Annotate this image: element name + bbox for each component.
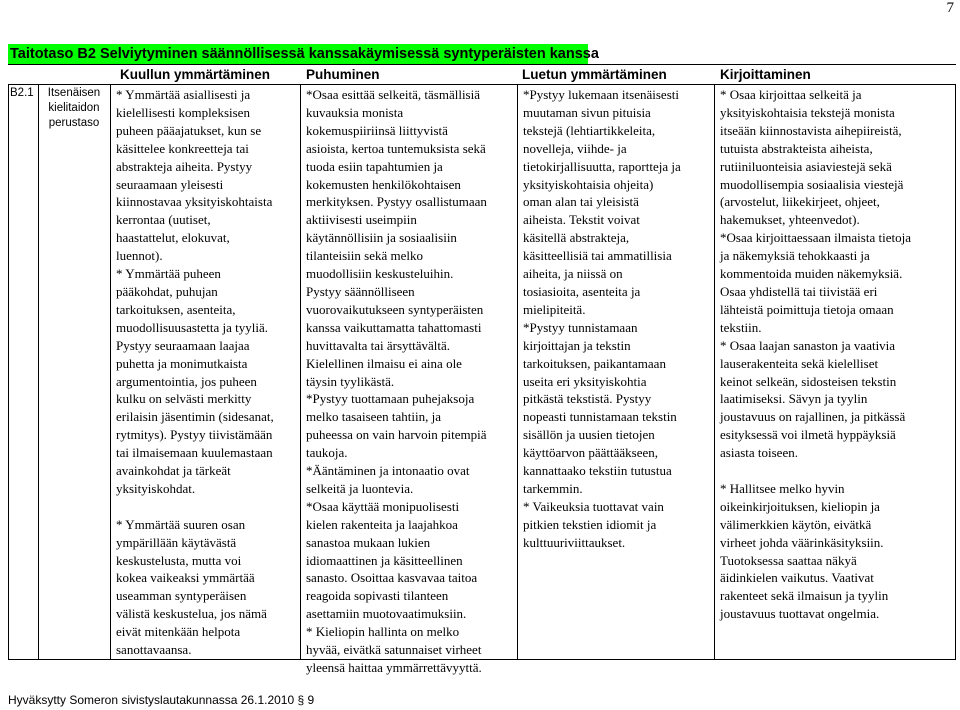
page-number: 7 xyxy=(946,0,954,16)
col-divider-5 xyxy=(714,84,715,659)
listening-cell: * Ymmärtää asiallisesti ja kielellisesti kompleksisen puheen pääajatukset, kun se käsittelee konkreetteja tai abstrakteja aiheita. Pystyy seuraamaan yleisesti kiinnostavaa yksityiskohtaista kerrontaa (uutiset, haastattelut, elokuvat, luennot). * Ymmärtää puheen pääkohdat, puhujan tarkoituksen, asenteita, muodollisuusastetta ja tyyliä. Pystyy seuraamaan laajaa puhetta ja monimutkaista argumentointia, jos puheen kulku on selvästi merkitty erilaisin jäsentimin (sidesanat, rytmitys). Pystyy tiivistämään tai ilmaisemaan kuulemastaan avainkohdat ja tärkeät yksityiskohdat. * Ymmärtää suuren osan ympärillään käytävästä keskustelusta, mutta voi kokea vaikeaksi ymmärtää useamman syntyperäisen välistä keskustelua, jos nämä eivät mitenkään helpota sanottavaansa. xyxy=(116,87,274,658)
col-divider-3 xyxy=(300,84,301,659)
level-code: B2.1 xyxy=(10,87,34,99)
header-speaking: Puhuminen xyxy=(306,67,380,82)
col-divider-2 xyxy=(110,84,111,659)
writing-cell: * Osaa kirjoittaa selkeitä ja yksityiskohtaisia tekstejä monista itseään kiinnostavista aihepiireistä, tutuista abstrakteista aiheista, rutiiniluonteisia asiaviestejä sekä muodollisempia sosiaalisia viestejä (arvostelut, liikekirjeet, ohjeet, hakemukset, yhteenvedot). *Osaa kirjoittaessaan ilmaista tietoja ja näkemyksiä tehokkaasti ja kommentoida muiden näkemyksiä. Osaa yhdistellä tai tiivistää eri lähteistä poimittuja tietoja omaan tekstiin. * Osaa laajan sanaston ja vaativia lauserakenteita sekä kielelliset keinot selkeän, sidosteisen tekstin laatimiseksi. Sävyn ja tyylin joustavuus on rajallinen, ja pitkässä esityksessä voi ilmetä hyppäyksiä asiasta toiseen. * Hallitsee melko hyvin oikeinkirjoituksen, kieliopin ja välimerkkien käytön, eivätkä virheet johda väärinkäsityksiin. Tuotoksessa saattaa näkyä äidinkielen vaikutus. Vaativat rakenteet sekä ilmaisun ja tyylin joustavuus tuottavat ongelmia. xyxy=(720,87,911,622)
table-bottom-rule xyxy=(8,659,956,660)
level-label: Itsenäisen kielitaidon perustaso xyxy=(47,87,101,129)
table-left-border xyxy=(8,84,9,659)
speaking-cell: *Osaa esittää selkeitä, täsmällisiä kuvauksia monista kokemuspiiriinsä liittyvistä asioista, kertoa tuntemuksista sekä tuoda esiin tapahtumien ja kokemusten henkilökohtaisen merkityksen. Pystyy osallistumaan aktiivisesti useimpiin käytännöllisiin ja sosiaalisiin tilanteisiin sekä melko muodollisiin keskusteluihin. Pystyy säännölliseen vuorovaikutukseen syntyperäisten kanssa vaikuttamatta tahattomasti huvittavalta tai ärsyttävältä. Kielellinen ilmaisu ei aina ole täysin tyylikästä. *Pystyy tuottamaan puhejaksoja melko tasaiseen tahtiin, ja puheessa on vain harvoin pitempiä taukoja. *Ääntäminen ja intonaatio ovat selkeitä ja luontevia. *Osaa käyttää monipuolisesti kielen rakenteita ja laajahkoa sanastoa mukaan lukien idiomaattinen ja käsitteellinen sanasto. Osoittaa kasvavaa taitoa reagoida sopivasti tilanteen asettamiin muotovaatimuksiin. * Kieliopin hallinta on melko hyvää, eivätkä satunnaiset virheet yleensä haittaa ymmärrettävyyttä. xyxy=(306,87,487,675)
col-divider-4 xyxy=(517,84,518,659)
header-bottom-rule xyxy=(8,84,956,85)
footer-note: Hyväksytty Someron sivistyslautakunnassa 26.1.2010 § 9 xyxy=(8,693,315,707)
col-divider-1 xyxy=(38,84,39,659)
header-reading: Luetun ymmärtäminen xyxy=(522,67,667,82)
reading-cell: *Pystyy lukemaan itsenäisesti muutaman sivun pituisia tekstejä (lehtiartikkeleita, novelleja, viihde- ja tietokirjallisuutta, raportteja ja yksityiskohtaisia ohjeita) oman alan tai yleisistä aiheista. Tekstit voivat käsitellä abstrakteja, käsitteellisiä tai ammatillisia aiheita, ja niissä on tosiasioita, asenteita ja mielipiteitä. *Pystyy tunnistamaan kirjoittajan ja tekstin tarkoituksen, paikantamaan useita eri yksityiskohtia pitkästä tekstistä. Pystyy nopeasti tunnistamaan tekstin sisällön ja uusien tietojen käyttöarvon päättääkseen, kannattaako tekstiin tutustua tarkemmin. * Vaikeuksia tuottavat vain pitkien tekstien idiomit ja kulttuuriviittaukset. xyxy=(523,87,681,550)
header-writing: Kirjoittaminen xyxy=(720,67,811,82)
header-listening: Kuullun ymmärtäminen xyxy=(120,67,271,82)
column-header-row xyxy=(8,65,956,84)
level-title: Taitotaso B2 Selviytyminen säännöllisessä kanssakäymisessä syntyperäisten kanssa xyxy=(10,46,599,62)
table-right-border xyxy=(955,84,956,659)
